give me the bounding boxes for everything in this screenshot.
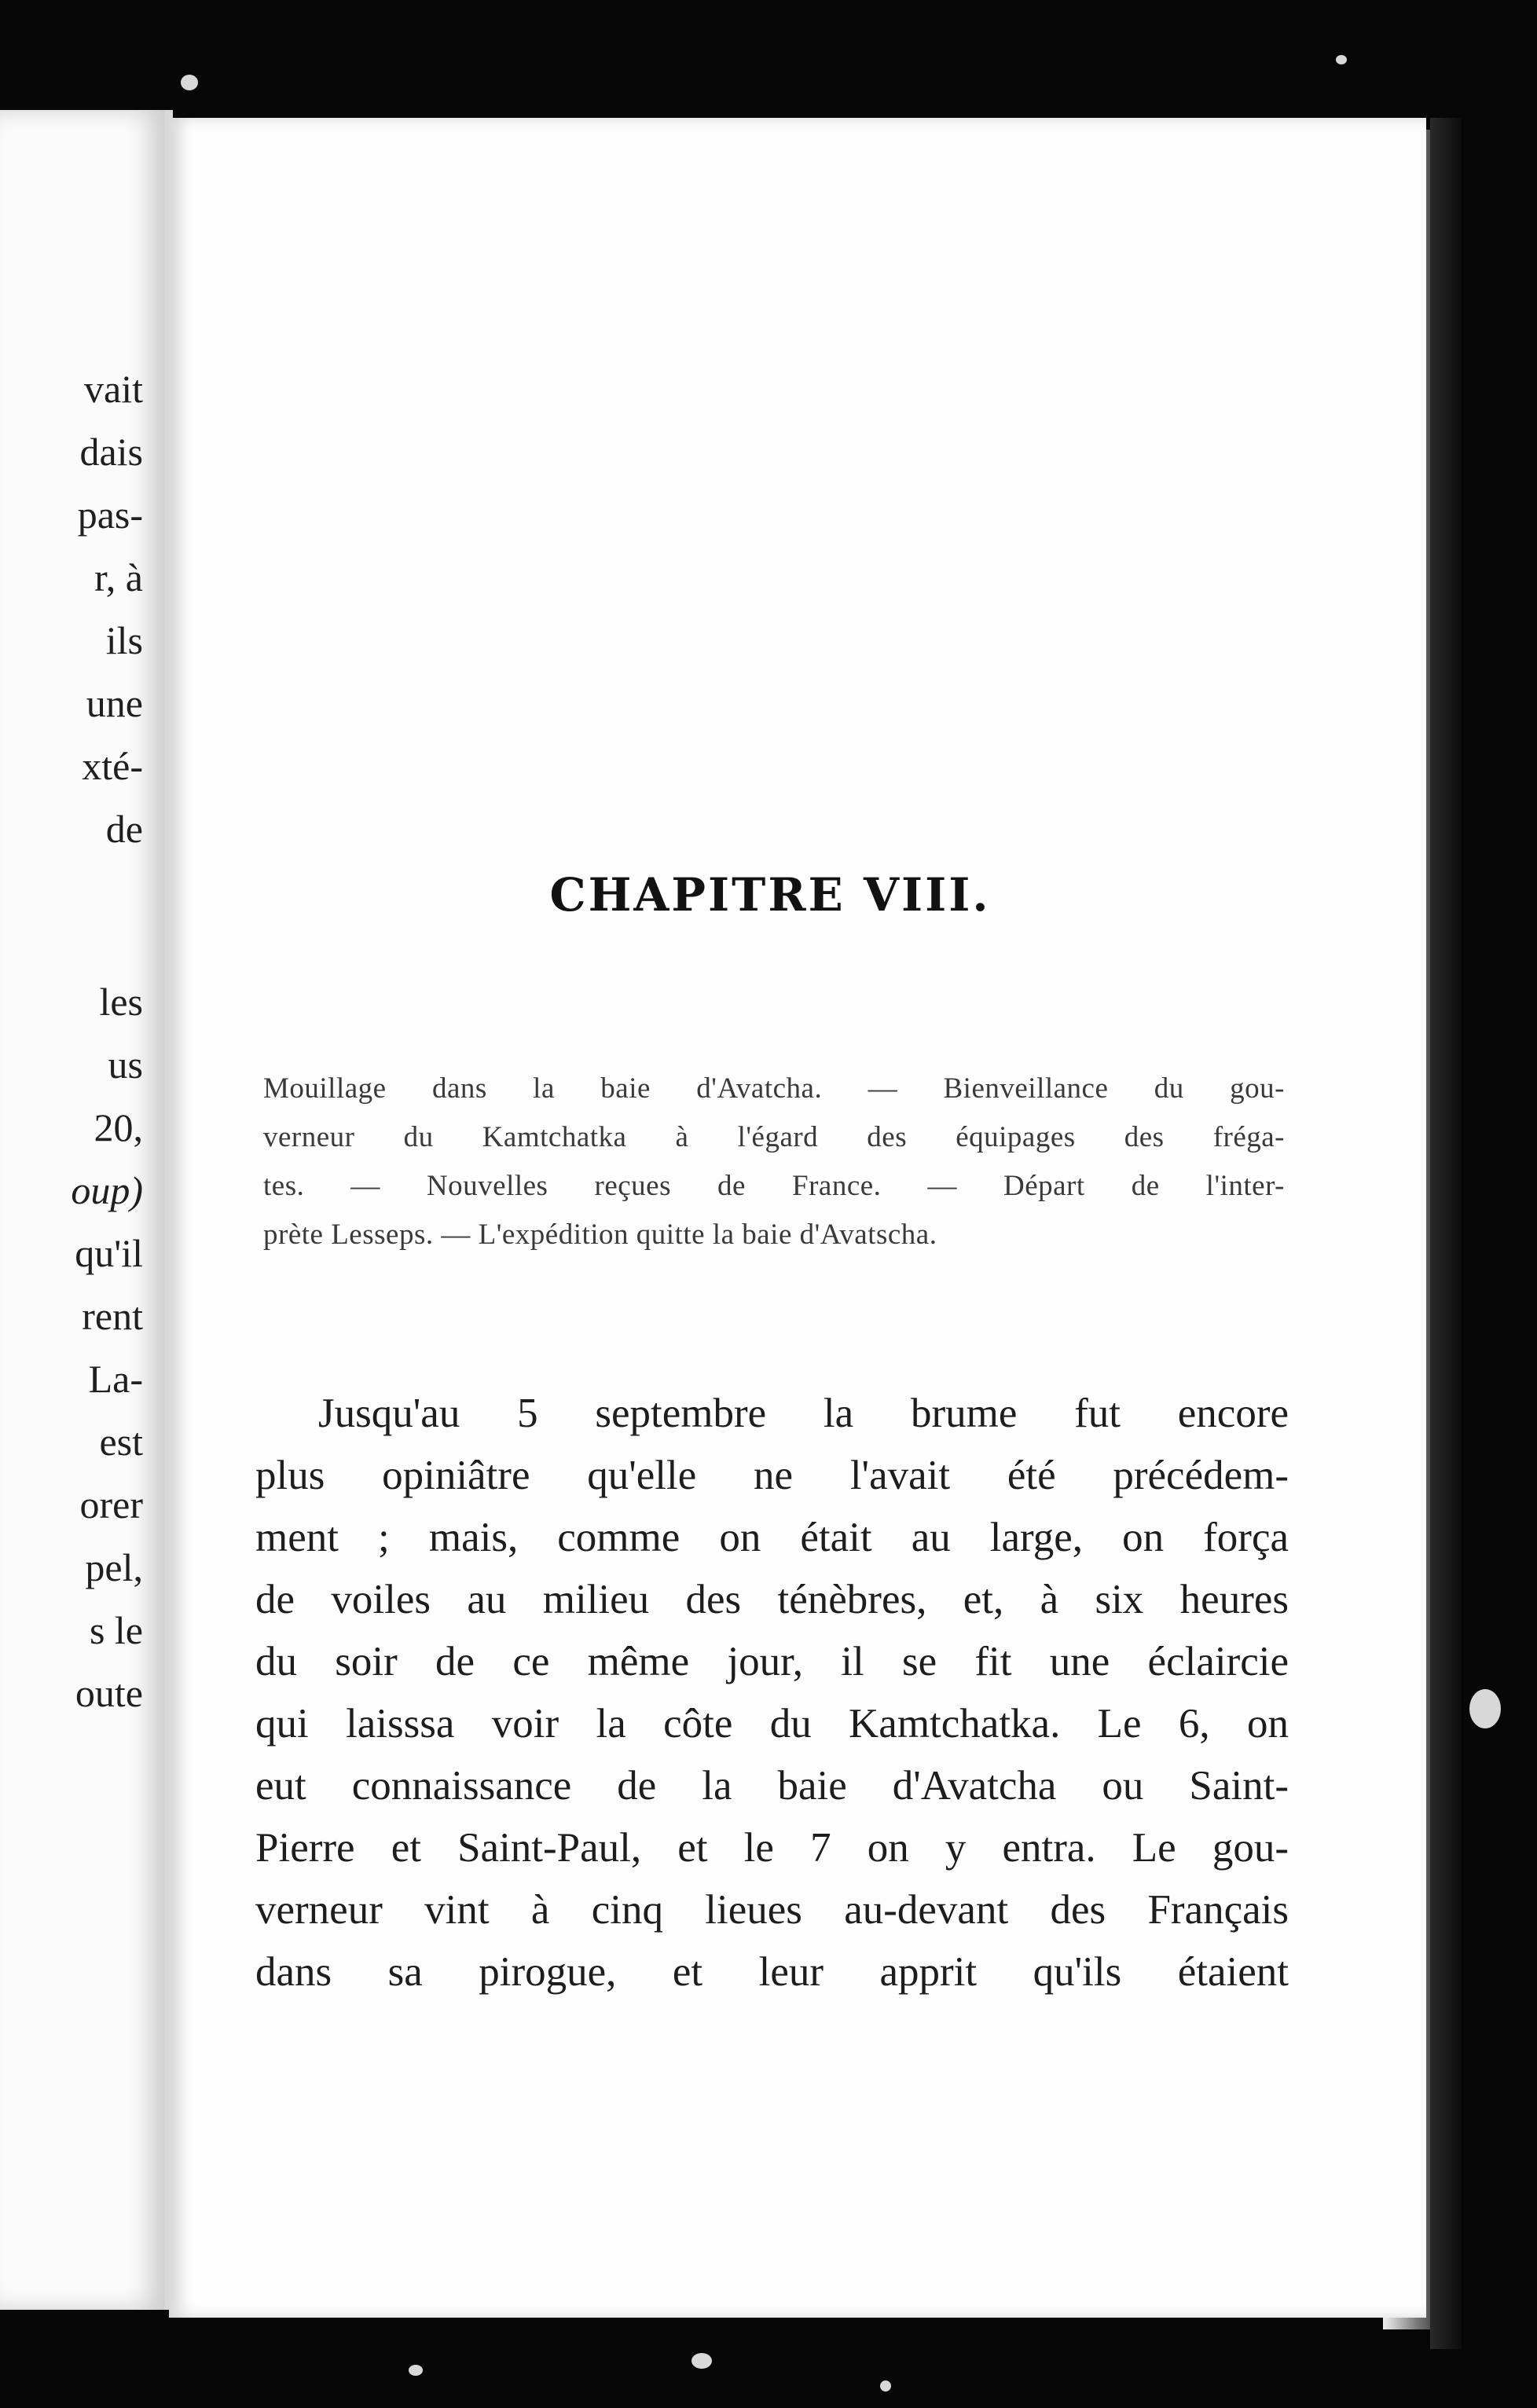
body-line: du soir de ce même jour, il se fit une éclaircie <box>255 1639 1289 1684</box>
body-line: qui laisssa voir la côte du Kamtchatka. Le 6, on <box>255 1701 1289 1746</box>
summary-line: prète Lesseps. — L'expédition quitte la baie d'Avatscha. <box>263 1219 937 1251</box>
left-page-fragment: pel, <box>85 1545 143 1589</box>
left-page-fragment: une <box>86 681 143 725</box>
body-line: plus opiniâtre qu'elle ne l'avait été précédem- <box>255 1453 1289 1498</box>
left-facing-page <box>0 110 173 2310</box>
body-line: Jusqu'au 5 septembre la brume fut encore <box>318 1391 1289 1436</box>
left-page-fragment: 20, <box>94 1105 143 1149</box>
left-page-fragment: oute <box>75 1671 143 1715</box>
left-page-fragment: xté- <box>82 744 143 788</box>
body-paragraph <box>255 1383 1289 2003</box>
body-line: eut connaissance de la baie d'Avatcha ou Saint- <box>255 1763 1289 1809</box>
left-page-fragment: us <box>108 1043 143 1087</box>
body-line: dans sa pirogue, et leur apprit qu'ils étaient <box>255 1949 1289 1995</box>
scan-speck <box>409 2365 423 2376</box>
scan-speck <box>181 75 198 90</box>
scan-speck <box>880 2381 891 2392</box>
left-page-fragment: vait <box>84 367 143 411</box>
book-cover-edge <box>1430 118 1462 2349</box>
body-line: ment ; mais, comme on était au large, on força <box>255 1515 1289 1560</box>
left-page-fragment: dais <box>79 430 143 474</box>
left-page-fragment: de <box>105 807 143 851</box>
book-page <box>169 118 1426 2318</box>
summary-line: tes. — Nouvelles reçues de France. — Départ de l'inter- <box>263 1170 1285 1202</box>
summary-line: verneur du Kamtchatka à l'égard des équipages des fréga- <box>263 1121 1285 1153</box>
left-page-fragment: La- <box>88 1357 143 1401</box>
chapter-title: CHAPITRE VIII. <box>549 868 991 922</box>
scan-speck <box>691 2353 712 2369</box>
left-page-fragment: ils <box>105 618 143 662</box>
left-page-fragment: qu'il <box>75 1231 143 1275</box>
left-page-fragment: s le <box>89 1608 143 1652</box>
left-page-fragment: oup) <box>71 1168 143 1212</box>
scan-speck <box>1336 55 1347 64</box>
body-line: de voiles au milieu des ténèbres, et, à six heures <box>255 1577 1289 1622</box>
summary-line: Mouillage dans la baie d'Avatcha. — Bienveillance du gou- <box>263 1072 1285 1105</box>
body-line: Pierre et Saint-Paul, et le 7 on y entra. Le gou- <box>255 1825 1289 1871</box>
left-page-fragment: orer <box>79 1483 143 1527</box>
left-page-fragment: est <box>99 1420 143 1464</box>
chapter-summary <box>263 1065 1285 1259</box>
left-page-fragment: pas- <box>77 493 143 537</box>
body-line: verneur vint à cinq lieues au-devant des Français <box>255 1887 1289 1933</box>
left-page-fragment: les <box>99 980 143 1024</box>
scan-speck <box>1469 1689 1501 1728</box>
left-page-fragment: r, à <box>94 555 143 599</box>
left-page-fragment: rent <box>82 1294 143 1338</box>
